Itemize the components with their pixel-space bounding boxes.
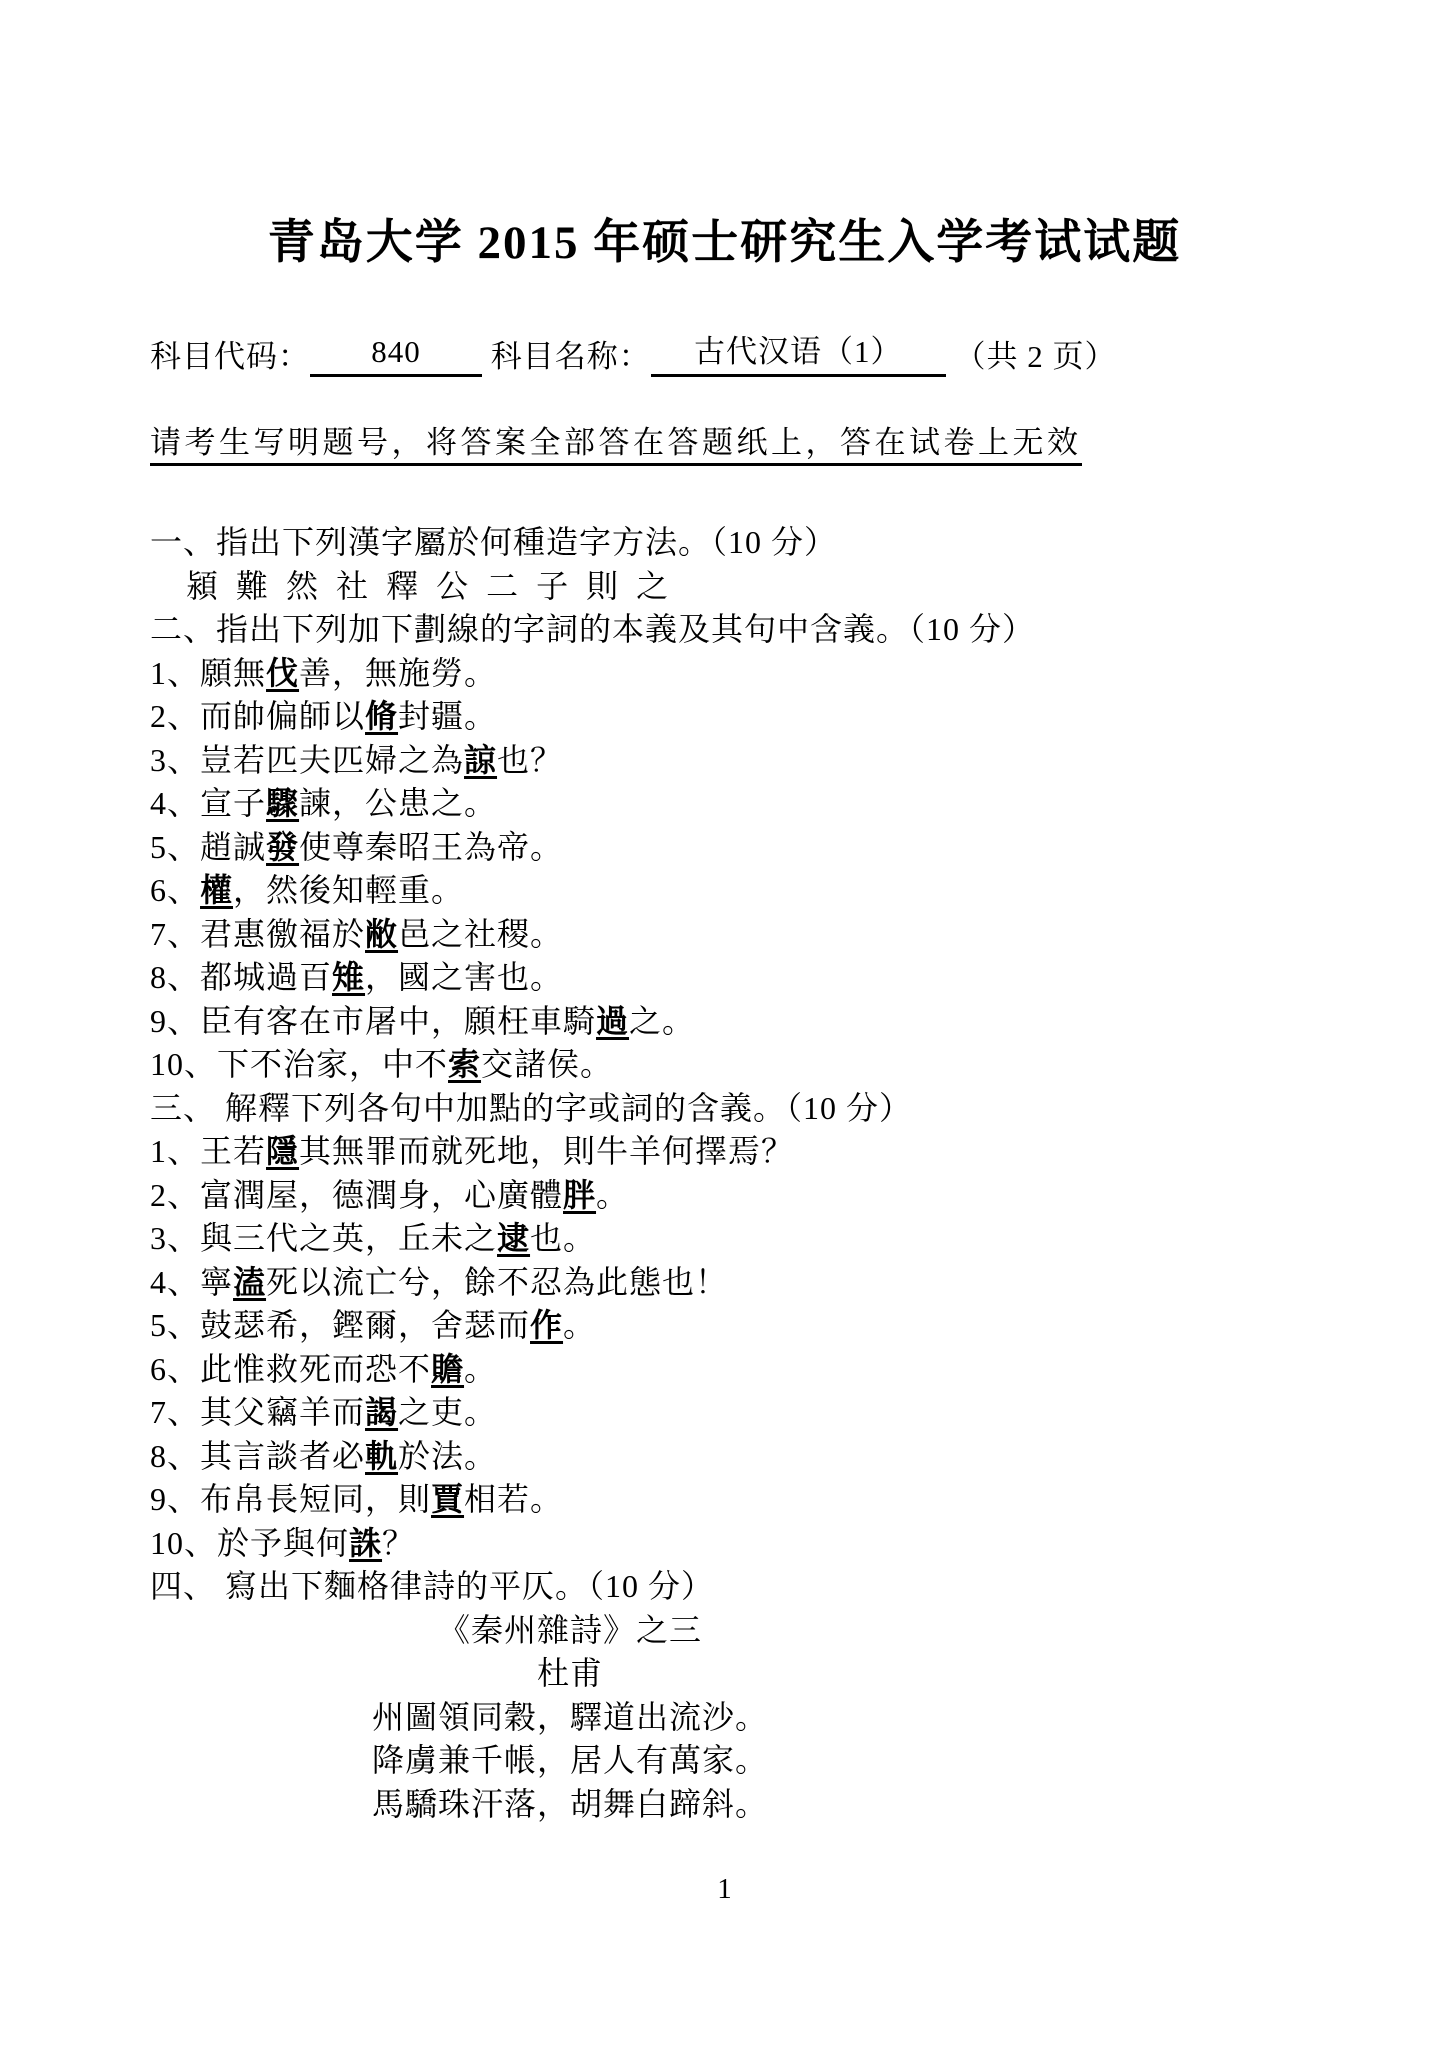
question-item bbox=[150, 739, 1299, 783]
question-item bbox=[150, 652, 1299, 696]
item-text: 其無罪而就死地，則牛羊何擇焉？ bbox=[299, 1133, 795, 1169]
notice-text: 请考生写明题号，将答案全部答在答题纸上，答在试卷上无效 bbox=[150, 425, 1082, 466]
item-text: 。 bbox=[464, 1350, 498, 1387]
key-character: 諒 bbox=[464, 741, 498, 778]
poem-line: 降虜兼千帳，居人有萬家。 bbox=[371, 1742, 768, 1778]
question-item bbox=[150, 1304, 1299, 1348]
question-item bbox=[150, 1000, 1299, 1044]
item-text: 邑之社稷。 bbox=[398, 915, 564, 952]
question-item bbox=[150, 1217, 1299, 1261]
item-text: ，國之害也。 bbox=[365, 959, 564, 995]
item-text: 5、趙誠 bbox=[150, 828, 267, 865]
section-heading-one: 一、指出下列漢字屬於何種造字方法。（10 分） bbox=[150, 524, 838, 560]
key-character: 胖 bbox=[563, 1176, 597, 1213]
key-character: 賈 bbox=[431, 1481, 465, 1517]
key-character: 溘 bbox=[233, 1263, 267, 1300]
question-item bbox=[150, 1261, 1299, 1305]
item-text: 。 bbox=[563, 1307, 597, 1343]
item-text: 1、願無 bbox=[150, 654, 267, 691]
poem-author: 杜甫 bbox=[536, 1655, 603, 1691]
hanzi-character-row bbox=[150, 565, 1299, 609]
item-text: 2、而帥偏師以 bbox=[150, 698, 366, 734]
item-text: 使尊秦昭王為帝。 bbox=[299, 828, 564, 865]
item-text: 善，無施勞。 bbox=[299, 654, 498, 691]
key-character: 作 bbox=[530, 1307, 564, 1343]
hanzi-char: 然 bbox=[286, 567, 320, 604]
question-item bbox=[150, 695, 1299, 739]
key-character: 敝 bbox=[365, 915, 399, 952]
question-body bbox=[150, 521, 1299, 1826]
item-text: ，然後知輕重。 bbox=[233, 872, 465, 908]
key-character: 軌 bbox=[365, 1437, 399, 1474]
key-character: 雉 bbox=[332, 959, 366, 995]
subject-line bbox=[150, 332, 1299, 377]
poem-block bbox=[150, 1609, 990, 1827]
item-text: 5、鼓瑟希，鏗爾，舍瑟而 bbox=[150, 1307, 531, 1343]
item-text: 諫，公患之。 bbox=[299, 785, 498, 821]
key-character: 發 bbox=[266, 828, 300, 865]
poem-line: 馬驕珠汗落，胡舞白蹄斜。 bbox=[371, 1785, 768, 1822]
item-text: 之。 bbox=[629, 1002, 696, 1039]
item-text: 也？ bbox=[497, 741, 564, 778]
key-character: 脩 bbox=[365, 698, 399, 734]
item-text: 。 bbox=[596, 1176, 630, 1213]
question-item bbox=[150, 956, 1299, 1000]
item-text: 9、布帛長短同，則 bbox=[150, 1481, 432, 1517]
section-heading-four: 四、 寫出下麵格律詩的平仄。（10 分） bbox=[150, 1568, 715, 1604]
item-text: 10、於予與何 bbox=[150, 1524, 350, 1561]
question-item bbox=[150, 1478, 1299, 1522]
item-text: 9、臣有客在市屠中，願枉車騎 bbox=[150, 1002, 597, 1039]
question-item bbox=[150, 869, 1299, 913]
question-item bbox=[150, 1435, 1299, 1479]
subject-name-label: 科目名称： bbox=[490, 339, 651, 374]
section-heading-three: 三、 解釋下列各句中加點的字或詞的含義。（10 分） bbox=[150, 1089, 913, 1126]
item-text: 3、豈若匹夫匹婦之為 bbox=[150, 741, 465, 778]
key-character: 驟 bbox=[266, 785, 300, 821]
item-text: 8、其言談者必 bbox=[150, 1437, 366, 1474]
item-text: 封疆。 bbox=[398, 698, 498, 734]
item-text: 之吏。 bbox=[398, 1394, 498, 1430]
question-item bbox=[150, 1522, 1299, 1566]
key-character: 逮 bbox=[497, 1220, 531, 1256]
question-item bbox=[150, 913, 1299, 957]
item-text: 死以流亡兮，餘不忍為此態也！ bbox=[266, 1263, 729, 1300]
item-text: 10、下不治家，中不 bbox=[150, 1046, 449, 1082]
notice-line bbox=[150, 423, 1299, 463]
key-character: 伐 bbox=[266, 654, 300, 691]
item-text: 8、都城過百 bbox=[150, 959, 333, 995]
hanzi-char: 釋 bbox=[386, 567, 420, 604]
subject-code-label: 科目代码： bbox=[150, 339, 310, 374]
subject-name-value: 古代汉语（1） bbox=[651, 332, 946, 377]
question-item bbox=[150, 1130, 1299, 1174]
key-character: 過 bbox=[596, 1002, 630, 1039]
key-character: 隱 bbox=[266, 1133, 300, 1169]
item-text: 6、 bbox=[150, 872, 201, 908]
page-title: 青岛大学 2015 年硕士研究生入学考试试题 bbox=[267, 217, 1182, 269]
hanzi-char: 子 bbox=[536, 567, 570, 604]
hanzi-char: 則 bbox=[586, 567, 620, 604]
hanzi-char: 社 bbox=[336, 567, 370, 604]
key-character: 贍 bbox=[431, 1350, 465, 1387]
item-text: 也。 bbox=[530, 1220, 597, 1256]
pages-note: （共 2 页） bbox=[954, 339, 1117, 374]
key-character: 權 bbox=[200, 872, 234, 908]
page-number: 1 bbox=[717, 1873, 732, 1905]
item-text: 7、君惠徼福於 bbox=[150, 915, 366, 952]
section-heading-two: 二、指出下列加下劃線的字詞的本義及其句中含義。（10 分） bbox=[150, 611, 1036, 647]
question-item bbox=[150, 826, 1299, 870]
item-text: 7、其父竊羊而 bbox=[150, 1394, 366, 1430]
poem-line: 州圖領同穀，驛道出流沙。 bbox=[371, 1698, 768, 1735]
item-text: 2、富潤屋，德潤身，心廣體 bbox=[150, 1176, 564, 1213]
key-character: 誅 bbox=[349, 1524, 383, 1561]
hanzi-char: 難 bbox=[236, 567, 270, 604]
item-text: 4、宣子 bbox=[150, 785, 267, 821]
key-character: 謁 bbox=[365, 1394, 399, 1430]
question-item bbox=[150, 1174, 1299, 1218]
hanzi-char: 公 bbox=[436, 567, 470, 604]
item-text: 6、此惟救死而恐不 bbox=[150, 1350, 432, 1387]
item-text: 1、王若 bbox=[150, 1133, 267, 1169]
subject-code-value: 840 bbox=[310, 332, 482, 377]
hanzi-char: 潁 bbox=[186, 567, 220, 604]
item-text: 於法。 bbox=[398, 1437, 498, 1474]
question-item bbox=[150, 1391, 1299, 1435]
item-text: 4、寧 bbox=[150, 1263, 234, 1300]
key-character: 索 bbox=[448, 1046, 482, 1082]
item-text: 交諸侯。 bbox=[481, 1046, 614, 1082]
hanzi-char: 二 bbox=[486, 567, 520, 604]
question-item bbox=[150, 1043, 1299, 1087]
item-text: 相若。 bbox=[464, 1481, 564, 1517]
question-item bbox=[150, 782, 1299, 826]
item-text: ？ bbox=[382, 1524, 416, 1561]
question-item bbox=[150, 1348, 1299, 1392]
hanzi-char: 之 bbox=[636, 567, 670, 604]
poem-title: 《秦州雜詩》之三 bbox=[437, 1611, 702, 1648]
item-text: 3、與三代之英，丘未之 bbox=[150, 1220, 498, 1256]
